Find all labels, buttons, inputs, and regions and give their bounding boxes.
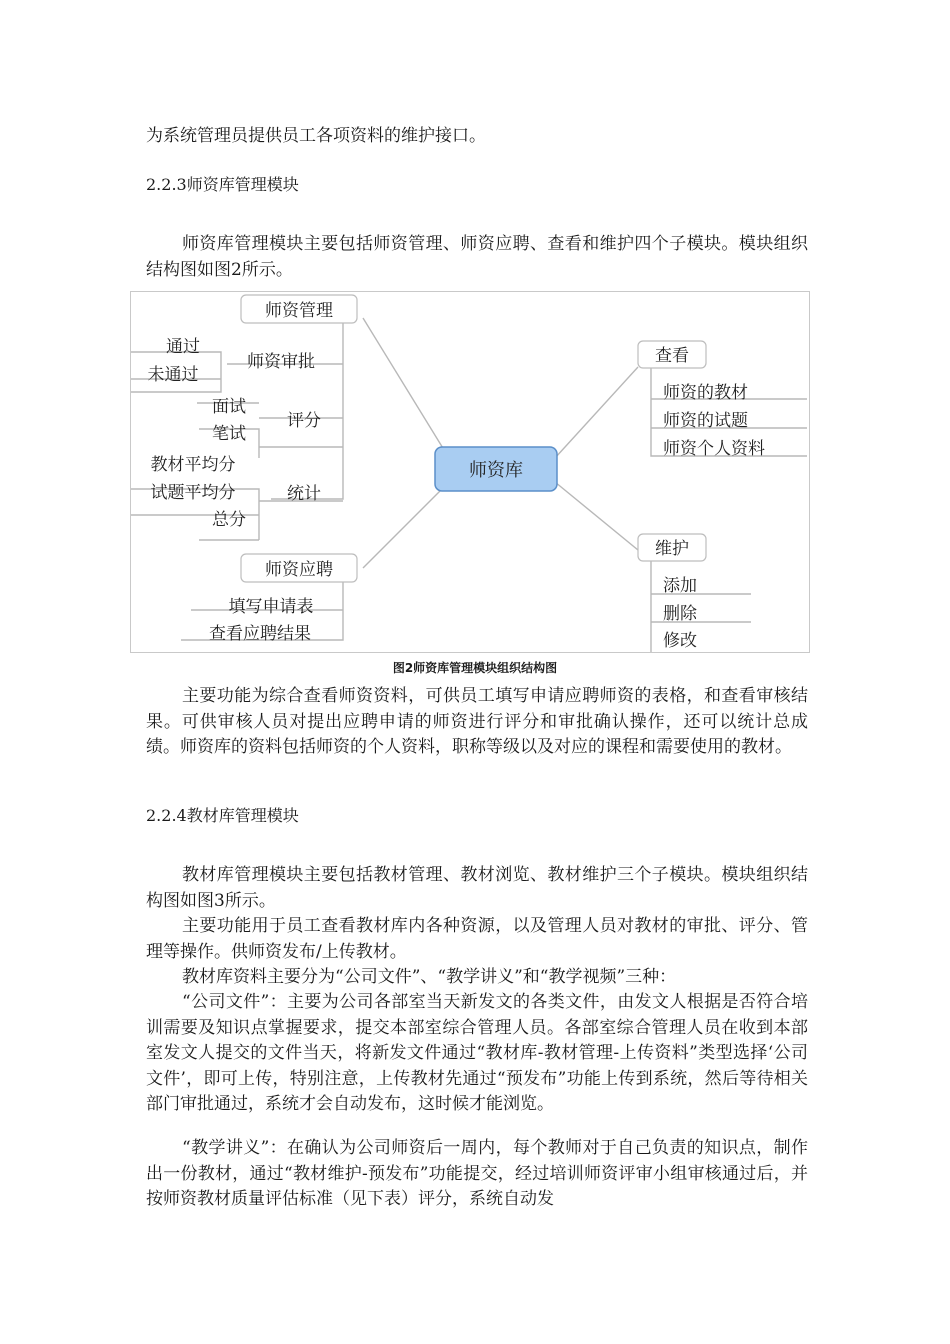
node-teacher-exams: 师资的试题 (663, 411, 748, 431)
node-teacher-application: 师资应聘 (265, 560, 333, 580)
node-view-application-result: 查看应聘结果 (209, 624, 311, 644)
node-interview: 面试 (212, 397, 246, 417)
figure-2-caption: 图2师资库管理模块组织结构图 (392, 661, 558, 675)
node-add: 添加 (663, 576, 697, 596)
node-teacher-approval: 师资审批 (247, 352, 315, 372)
mindmap-svg (131, 292, 810, 653)
node-teacher-materials: 师资的教材 (663, 383, 748, 403)
node-score: 评分 (287, 411, 321, 431)
node-teacher-management: 师资管理 (265, 301, 333, 321)
node-pass: 通过 (166, 337, 200, 357)
node-written-test: 笔试 (212, 424, 246, 444)
paragraph-2-2-3: 师资库管理模块主要包括师资管理、师资应聘、查看和维护四个子模块。模块组织结构图如图2所示。 (146, 234, 808, 280)
paragraph-material-types: 教材库资料主要分为“公司文件”、“教学讲义”和“教学视频”三种： (182, 967, 677, 987)
node-fail: 未通过 (147, 365, 199, 385)
center-node-label: 师资库 (469, 460, 523, 481)
intro-line: 为系统管理员提供员工各项资料的维护接口。 (146, 126, 486, 146)
teacher-library-mindmap (130, 291, 810, 653)
paragraph-2-2-4-function: 主要功能用于员工查看教材库内各种资源，以及管理人员对教材的审批、评分、管理等操作。供师资发布/上传教材。 (146, 916, 808, 962)
paragraph-company-files: “公司文件”：主要为公司各部室当天新发文的各类文件，由发文人根据是否符合培训需要及知识点掌握要求，提交本部室综合管理人员。各部室综合管理人员在收到本部室发文人提交的文件当天，将新发文件通过“教材库-教材管理-上传资料”类型选择‘公司文件’，即可上传，特别注意，上传教材先通过“预发布”功能上传到系统，然后等待相关部门审批通过，系统才会自动发布，这时候才能浏览。 (146, 992, 808, 1114)
section-heading-2-2-3: 2.2.3师资库管理模块 (146, 175, 299, 194)
node-view: 查看 (655, 346, 689, 366)
paragraph-main-function: 主要功能为综合查看师资资料，可供员工填写申请应聘师资的表格，和查看审核结果。可供审核人员对提出应聘申请的师资进行评分和审批确认操作，还可以统计总成绩。师资库的资料包括师资的个人资料，职称等级以及对应的课程和需要使用的教材。 (146, 686, 808, 757)
node-statistics: 统计 (287, 484, 321, 504)
node-maintain: 维护 (655, 539, 689, 559)
paragraph-lecture-notes: “教学讲义”：在确认为公司师资后一周内，每个教师对于自己负责的知识点，制作出一份教材，通过“教材维护-预发布”功能提交，经过培训师资评审小组审核通过后，并按师资教材质量评估标准（见下表）评分，系统自动发 (146, 1138, 808, 1209)
section-heading-2-2-4: 2.2.4教材库管理模块 (146, 806, 299, 825)
node-material-average: 教材平均分 (150, 455, 236, 475)
node-fill-application-form: 填写申请表 (228, 597, 314, 617)
node-exam-average: 试题平均分 (150, 483, 236, 503)
node-delete: 删除 (663, 604, 697, 624)
paragraph-2-2-4: 教材库管理模块主要包括教材管理、教材浏览、教材维护三个子模块。模块组织结构图如图3所示。 (146, 865, 808, 911)
node-teacher-profile: 师资个人资料 (663, 439, 765, 459)
node-modify: 修改 (663, 631, 697, 651)
node-total-score: 总分 (212, 510, 246, 530)
